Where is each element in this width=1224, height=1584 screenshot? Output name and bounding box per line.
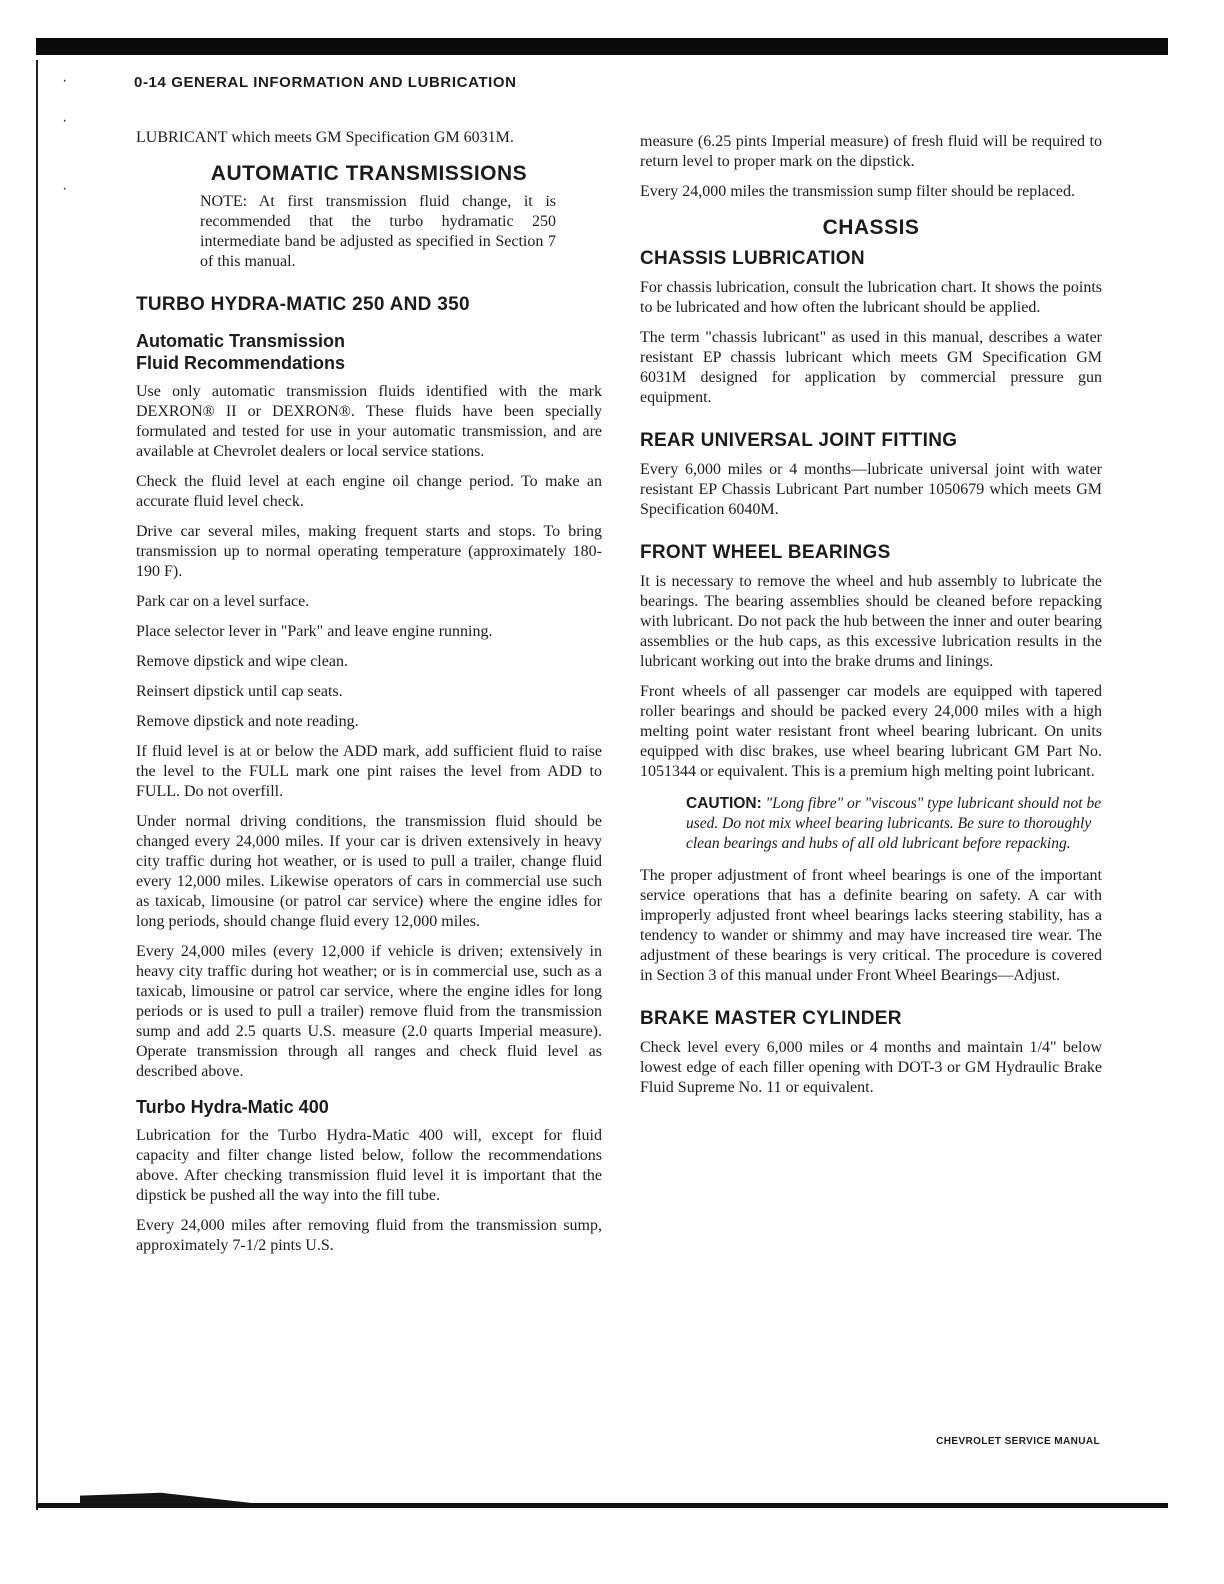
paragraph: Reinsert dipstick until cap seats. <box>136 683 343 700</box>
paragraph: Drive car several miles, making frequent starts and stops. To bring transmission up to normal operating temperature (approximately 180-190 F). <box>136 523 602 580</box>
thm-400-heading: Turbo Hydra-Matic 400 <box>136 1097 329 1117</box>
fluid-recommendations-heading <box>136 330 602 374</box>
left-column <box>136 128 602 1266</box>
paragraph: Front wheels of all passenger car models are equipped with tapered roller bearings and should be packed every 24,000 miles with a high melting point water resistant front wheel bearing lubricant. On units equipped with disc brakes, use wheel bearing lubricant GM Part No. 1051344 or equivalent. This is a premium high melting point lubricant. <box>640 683 1102 780</box>
right-column <box>640 132 1102 1108</box>
chassis-heading: CHASSIS <box>822 216 920 239</box>
caution-text: "Long fibre" or "viscous" type lubricant should not be used. Do not mix wheel bearing lubricants. Be sure to thoroughly clean bearings and hubs of all old lubricant before repacking. <box>686 795 1102 852</box>
chassis-lubrication-heading: CHASSIS LUBRICATION <box>640 248 865 269</box>
bottom-border-bar <box>36 1503 1168 1508</box>
rear-universal-joint-heading: REAR UNIVERSAL JOINT FITTING <box>640 430 958 451</box>
caution-label: CAUTION: <box>686 795 762 812</box>
paragraph: Every 6,000 miles or 4 months—lubricate universal joint with water resistant EP Chassis Lubricant Part number 1050679 which meets GM Specification 6040M. <box>640 461 1102 518</box>
margin-mark: · <box>62 112 68 129</box>
paragraph: Under normal driving conditions, the transmission fluid should be changed every 24,000 miles. If your car is driven extensively in heavy city traffic during hot weather, or is used to pull a trailer, change fluid every 12,000 miles. Likewise operators of cars in commercial use such as taxicab, limousine (or patrol car service) where the engine idles for long periods, should change fluid every 12,000 miles. <box>136 813 602 930</box>
continuation-paragraph: measure (6.25 pints Imperial measure) of fresh fluid will be required to return level to proper mark on the dipstick. <box>640 133 1102 170</box>
sump-filter-paragraph: Every 24,000 miles the transmission sump filter should be replaced. <box>640 183 1076 200</box>
paragraph: Remove dipstick and note reading. <box>136 713 359 730</box>
subheading-line: Fluid Recommendations <box>136 353 346 373</box>
paragraph: Every 24,000 miles (every 12,000 if vehicle is driven; extensively in heavy city traffic during hot weather; or is in commercial use, such as a taxicab, limousine or patrol car service, where the engine idles for long periods or is used to pull a trailer) remove fluid from the transmission sump and add 2.5 quarts U.S. measure (2.0 quarts Imperial measure). Operate transmission through all ranges and check fluid level as described above. <box>136 943 602 1080</box>
paragraph: Lubrication for the Turbo Hydra-Matic 400 will, except for fluid capacity and filter change listed below, follow the recommendations above. After checking transmission fluid level it is important that the dipstick be pushed all the way into the fill tube. <box>136 1127 602 1204</box>
subheading-line: Automatic Transmission <box>136 331 346 351</box>
paragraph: Remove dipstick and wipe clean. <box>136 653 348 670</box>
paragraph: Place selector lever in "Park" and leave engine running. <box>136 623 493 640</box>
thm-250-350-heading: TURBO HYDRA-MATIC 250 AND 350 <box>136 294 470 315</box>
paragraph: The proper adjustment of front wheel bearings is one of the important service operations that has a definite bearing on safety. A car with improperly adjusted front wheel bearings lacks steering stability, has a tendency to wander or shimmy and may have increased tire wear. The adjustment of these bearings is very critical. The procedure is covered in Section 3 of this manual under Front Wheel Bearings—Adjust. <box>640 867 1102 984</box>
paragraph: For chassis lubrication, consult the lubrication chart. It shows the points to be lubricated and how often the lubricant should be applied. <box>640 279 1102 316</box>
running-head: 0-14 GENERAL INFORMATION AND LUBRICATION <box>134 74 517 91</box>
paragraph: Use only automatic transmission fluids identified with the mark DEXRON® II or DEXRON®. These fluids have been specially formulated and tested for use in your automatic transmission, and are available at Chevrolet dealers or local service stations. <box>136 383 602 460</box>
paragraph: Check the fluid level at each engine oil change period. To make an accurate fluid level check. <box>136 473 602 510</box>
margin-mark: · <box>62 180 68 197</box>
intro-paragraph: LUBRICANT which meets GM Specification GM 6031M. <box>136 129 514 146</box>
paragraph: Check level every 6,000 miles or 4 months and maintain 1/4" below lowest edge of each filler opening with DOT-3 or GM Hydraulic Brake Fluid Supreme No. 11 or equivalent. <box>640 1039 1102 1096</box>
footer-label: CHEVROLET SERVICE MANUAL <box>936 1436 1100 1447</box>
transmission-note: NOTE: At first transmission fluid change, it is recommended that the turbo hydramatic 250 intermediate band be adjusted as specified in Section 7 of this manual. <box>200 193 556 270</box>
margin-mark: · <box>62 72 68 89</box>
front-wheel-bearings-heading: FRONT WHEEL BEARINGS <box>640 542 891 563</box>
caution-block <box>686 794 1102 854</box>
top-border-bar <box>36 38 1168 55</box>
paragraph: It is necessary to remove the wheel and hub assembly to lubricate the bearings. The bearing assemblies should be cleaned before repacking with lubricant. Do not pack the hub between the inner and outer bearing assemblies or the hub caps, as this excessive lubrication results in the lubricant working out into the brake drums and linings. <box>640 573 1102 670</box>
brake-master-cylinder-heading: BRAKE MASTER CYLINDER <box>640 1008 902 1029</box>
paragraph: Every 24,000 miles after removing fluid from the transmission sump, approximately 7-1/2 pints U.S. <box>136 1217 602 1254</box>
paragraph: If fluid level is at or below the ADD mark, add sufficient fluid to raise the level to the FULL mark one pint raises the level from ADD to FULL. Do not overfill. <box>136 743 602 800</box>
paragraph: Park car on a level surface. <box>136 593 310 610</box>
left-border-line <box>36 60 38 1510</box>
paragraph: The term "chassis lubricant" as used in this manual, describes a water resistant EP chassis lubricant which meets GM Specification GM 6031M designed for application by commercial pressure gun equipment. <box>640 329 1102 406</box>
scan-smudge <box>80 1490 260 1504</box>
automatic-transmissions-heading: AUTOMATIC TRANSMISSIONS <box>210 162 528 185</box>
